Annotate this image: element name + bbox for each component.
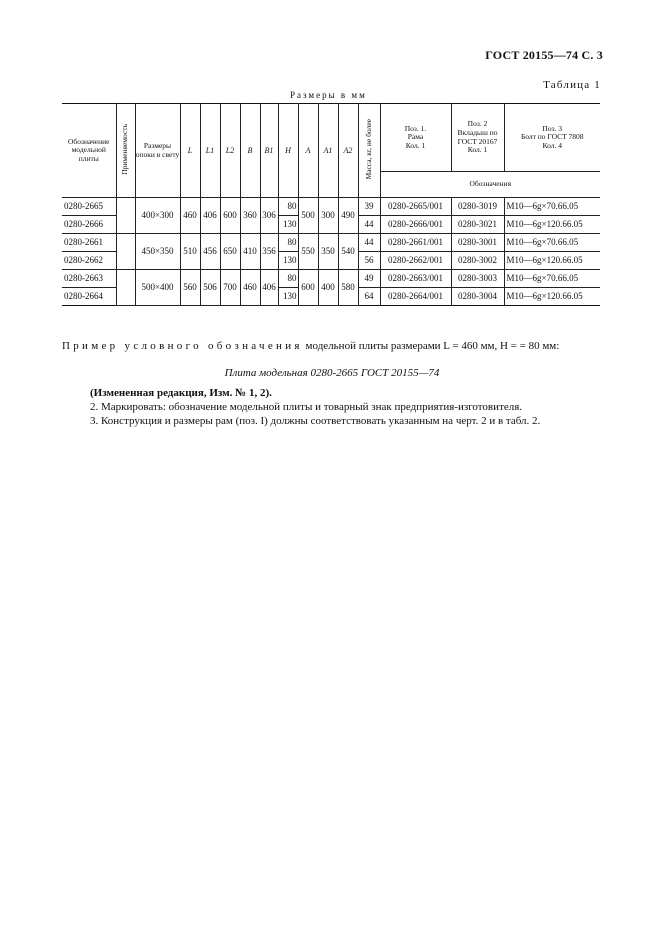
cell-code: 0280-2666 bbox=[62, 216, 116, 234]
cell-A: 500 bbox=[298, 198, 318, 234]
cell-mass: 49 bbox=[358, 270, 380, 288]
cell-L2: 700 bbox=[220, 270, 240, 306]
cell-insert: 0280-3002 bbox=[451, 252, 504, 270]
cell-mass: 44 bbox=[358, 216, 380, 234]
cell-mass: 44 bbox=[358, 234, 380, 252]
item-3: 3. Конструкция и размеры рам (поз. I) должны соответствовать указанным на черт. 2 и в табл. 2. bbox=[90, 415, 541, 427]
cell-frame: 0280-2666/001 bbox=[380, 216, 451, 234]
table-row bbox=[62, 198, 600, 216]
cell-insert: 0280-3004 bbox=[451, 288, 504, 306]
cell-A1: 300 bbox=[318, 198, 338, 234]
col-designation: Обозначение модельной плиты bbox=[62, 104, 116, 198]
col-A: A bbox=[298, 104, 318, 198]
col-designations: Обозначения bbox=[380, 172, 600, 198]
cell-bolt: M10—6g×120.66.05 bbox=[504, 216, 600, 234]
cell-code: 0280-2664 bbox=[62, 288, 116, 306]
cell-H: 80 bbox=[278, 270, 298, 288]
cell-insert: 0280-3019 bbox=[451, 198, 504, 216]
pos1-col: Кол. 1 bbox=[405, 140, 426, 150]
cell-L2: 600 bbox=[220, 198, 240, 234]
cell-insert: 0280-3003 bbox=[451, 270, 504, 288]
cell-L: 560 bbox=[180, 270, 200, 306]
cell-B: 460 bbox=[240, 270, 260, 306]
cell-applicability bbox=[116, 198, 135, 234]
cell-bolt: M10—6g×70.66.05 bbox=[504, 234, 600, 252]
cell-flask-size: 500×400 bbox=[135, 270, 180, 306]
cell-B1: 406 bbox=[260, 270, 278, 306]
cell-bolt: M10—6g×120.66.05 bbox=[504, 288, 600, 306]
cell-applicability bbox=[116, 270, 135, 306]
col-mass: Масса, кг, не более bbox=[358, 104, 380, 198]
cell-B: 360 bbox=[240, 198, 260, 234]
col-pos1 bbox=[380, 104, 451, 172]
table-body bbox=[62, 198, 600, 306]
col-H: H bbox=[278, 104, 298, 198]
cell-code: 0280-2661 bbox=[62, 234, 116, 252]
col-A2: A2 bbox=[338, 104, 358, 198]
cell-code: 0280-2665 bbox=[62, 198, 116, 216]
cell-frame: 0280-2661/001 bbox=[380, 234, 451, 252]
cell-H: 80 bbox=[278, 234, 298, 252]
cell-code: 0280-2662 bbox=[62, 252, 116, 270]
cell-bolt: M10—6g×120.66.05 bbox=[504, 252, 600, 270]
cell-H: 80 bbox=[278, 198, 298, 216]
cell-H: 130 bbox=[278, 288, 298, 306]
table-row bbox=[62, 270, 600, 288]
spec-table bbox=[62, 103, 600, 306]
cell-frame: 0280-2665/001 bbox=[380, 198, 451, 216]
cell-L: 460 bbox=[180, 198, 200, 234]
cell-L2: 650 bbox=[220, 234, 240, 270]
example-designation: Плита модельная 0280-2665 ГОСТ 20155—74 bbox=[224, 367, 440, 379]
cell-L1: 456 bbox=[200, 234, 220, 270]
cell-bolt: M10—6g×70.66.05 bbox=[504, 270, 600, 288]
example-paragraph bbox=[62, 339, 602, 353]
cell-insert: 0280-3021 bbox=[451, 216, 504, 234]
cell-A2: 580 bbox=[338, 270, 358, 306]
cell-bolt: M10—6g×70.66.05 bbox=[504, 198, 600, 216]
cell-A: 600 bbox=[298, 270, 318, 306]
cell-L: 510 bbox=[180, 234, 200, 270]
revision-note: (Измененная редакция, Изм. № 1, 2). bbox=[90, 387, 272, 399]
pos2-name: Вкладыш по ГОСТ 20167 bbox=[457, 127, 498, 146]
example-rest: модельной плиты размерами L = 460 мм, H = = 80 мм: bbox=[302, 340, 560, 352]
units-caption: Размеры в мм bbox=[290, 90, 367, 100]
col-pos2 bbox=[451, 104, 504, 172]
cell-code: 0280-2663 bbox=[62, 270, 116, 288]
pos3-pos: Поз. 3 bbox=[542, 123, 563, 133]
cell-H: 130 bbox=[278, 252, 298, 270]
cell-insert: 0280-3001 bbox=[451, 234, 504, 252]
cell-L1: 506 bbox=[200, 270, 220, 306]
cell-frame: 0280-2663/001 bbox=[380, 270, 451, 288]
pos2-col: Кол. 1 bbox=[467, 145, 488, 155]
col-pos3 bbox=[504, 104, 600, 172]
example-lead: Пример условного обозначения bbox=[62, 340, 303, 352]
pos1-pos: Поз. 1. bbox=[404, 123, 427, 133]
cell-A2: 540 bbox=[338, 234, 358, 270]
table-row bbox=[62, 234, 600, 252]
cell-A1: 350 bbox=[318, 234, 338, 270]
cell-frame: 0280-2664/001 bbox=[380, 288, 451, 306]
col-L2: L2 bbox=[220, 104, 240, 198]
cell-applicability bbox=[116, 234, 135, 270]
cell-mass: 64 bbox=[358, 288, 380, 306]
col-flask-size: Размеры опоки в свету bbox=[135, 104, 180, 198]
cell-A1: 400 bbox=[318, 270, 338, 306]
cell-flask-size: 450×350 bbox=[135, 234, 180, 270]
col-B: B bbox=[240, 104, 260, 198]
pos3-name: Болт по ГОСТ 7808 bbox=[520, 132, 584, 142]
pos3-col: Кол. 4 bbox=[542, 140, 563, 150]
cell-B1: 306 bbox=[260, 198, 278, 234]
col-B1: B1 bbox=[260, 104, 278, 198]
cell-A: 550 bbox=[298, 234, 318, 270]
cell-L1: 406 bbox=[200, 198, 220, 234]
page-header: ГОСТ 20155—74 С. 3 bbox=[485, 48, 603, 62]
col-L1: L1 bbox=[200, 104, 220, 198]
item-2: 2. Маркировать: обозначение модельной плиты и товарный знак предприятия-изготовителя. bbox=[90, 401, 523, 413]
cell-H: 130 bbox=[278, 216, 298, 234]
cell-mass: 39 bbox=[358, 198, 380, 216]
cell-frame: 0280-2662/001 bbox=[380, 252, 451, 270]
cell-A2: 490 bbox=[338, 198, 358, 234]
table-label: Таблица 1 bbox=[543, 79, 601, 91]
cell-mass: 56 bbox=[358, 252, 380, 270]
cell-B: 410 bbox=[240, 234, 260, 270]
pos1-name: Рама bbox=[407, 132, 424, 142]
pos2-pos: Поз. 2 bbox=[467, 119, 488, 129]
cell-flask-size: 400×300 bbox=[135, 198, 180, 234]
col-L: L bbox=[180, 104, 200, 198]
col-A1: A1 bbox=[318, 104, 338, 198]
col-applicability: Применяемость bbox=[116, 104, 135, 198]
cell-B1: 356 bbox=[260, 234, 278, 270]
